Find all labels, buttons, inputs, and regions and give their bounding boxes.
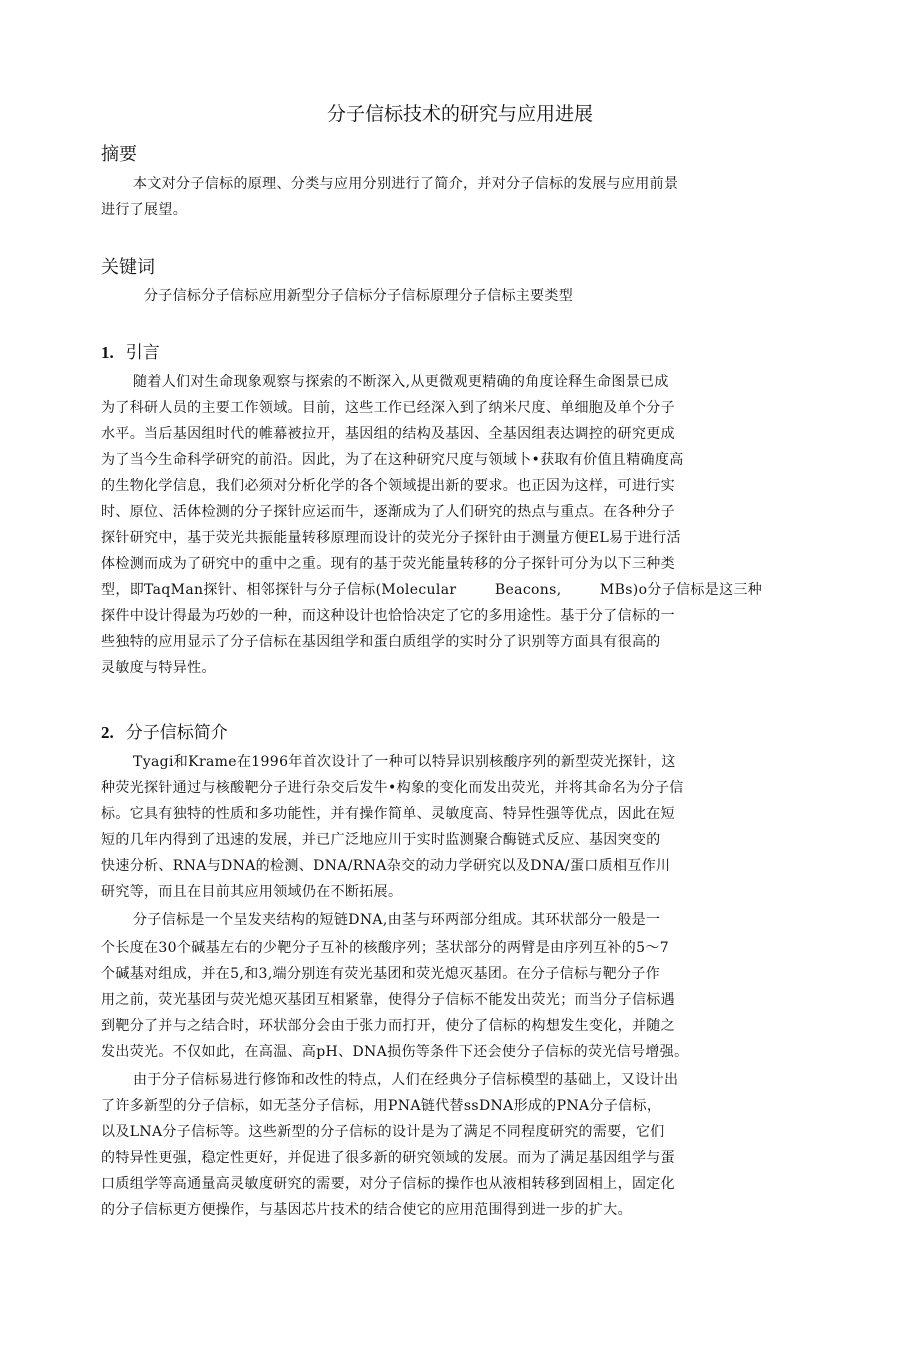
paragraph-line: 个长度在30个碱基左右的少靶分子互补的核酸序列；茎状部分的两臂是由序列互补的5〜7: [101, 940, 669, 956]
page-title: 分子信标技术的研究与应用进展: [326, 103, 593, 125]
paragraph-line: 的分子信标更方便操作，与基因芯片技术的结合使它的应用范围得到进一步的扩大。: [101, 1202, 632, 1218]
paragraph-line: 灵敏度与特异性。: [101, 660, 216, 676]
paragraph-line: 快速分析、RNA与DNA的检测、DNA/RNA杂交的动力学研究以及DNA/蛋口质相互作川: [101, 858, 671, 874]
section-number: 2.: [101, 723, 114, 742]
paragraph-line: 型，即TaqMan探针、相邻探针与分子信标(Molecular Beacons, MBs)o分子信标是这三种: [101, 582, 763, 598]
section-2-heading: [101, 720, 228, 746]
paragraph-line: 口质组学等高通量高灵敏度研究的需要，对分子信标的操作也从液相转移到固相上，固定化: [101, 1176, 675, 1192]
keywords-text: 分子信标分子信标应用新型分子信标分子信标原理分子信标主要类型: [144, 288, 573, 304]
paragraph-line: 标。它具有独特的性质和多功能性，并有操作简单、灵敏度高、特异性强等优点，因此在短: [101, 806, 675, 822]
section-1-heading: [101, 340, 160, 366]
paragraph-line: 分子信标是一个呈发夹结构的短链DNA,由茎与环两部分组成。其环状部分一般是一: [133, 912, 661, 928]
abstract-line: 进行了展望。: [101, 202, 188, 218]
paragraph-line: 由于分子信标易进行修饰和改性的特点，人们在经典分子信标模型的基础上，又设计出: [133, 1072, 679, 1088]
paragraph-line: 以及LNA分子信标等。这些新型的分子信标的设计是为了满足不同程度研究的需要，它们: [101, 1124, 665, 1140]
paragraph-line: 为了当今生命科学研究的前沿。因此，为了在这种研究尺度与领域卜•获取有价值且精确度高: [101, 452, 684, 468]
paragraph-line: 的生物化学信息，我们必须对分析化学的各个领域提出新的要求。也正因为这样，可进行实: [101, 478, 675, 494]
paragraph-line: 水平。当后基因组时代的帷幕被拉开，基因组的结构及基因、全基因组表达调控的研究更成: [101, 426, 675, 442]
paragraph-line: 了许多新型的分子信标，如无茎分子信标，用PNA链代替ssDNA形成的PNA分子信标，: [101, 1098, 662, 1114]
paragraph-line: 随着人们对生命现象观察与探索的不断深入,从更微观更精确的角度诠释生命图景已成: [133, 374, 669, 390]
section-number: 1.: [101, 343, 114, 362]
paragraph-line: 个碱基对组成，并在5,和3,端分别连有荧光基团和荧光熄灭基团。在分子信标与靶分子作: [101, 966, 661, 982]
abstract-line: 本文对分子信标的原理、分类与应用分别进行了简介，并对分子信标的发展与应用前景: [133, 176, 679, 192]
paragraph-line: 些独特的应用显示了分子信标在基因组学和蛋白质组学的实时分了识别等方面具有很高的: [101, 634, 661, 650]
paragraph-line: Tyagi和Krame在1996年首次设计了一种可以特异识别核酸序列的新型荧光探针，这: [133, 754, 676, 770]
paragraph-line: 研究等，而且在目前其应用领域仍在不断拓展。: [101, 884, 403, 900]
paragraph-line: 探件中设计得最为巧妙的一种，而这种设计也恰恰决定了它的多用途性。基于分了信标的一: [101, 608, 675, 624]
section-title: 分子信标简介: [125, 723, 228, 743]
paragraph-line: 时、原位、活体检测的分子探针应运而牛，逐渐成为了人们研究的热点与重点。在各种分子: [101, 504, 675, 520]
paragraph-line: 体检测而成为了研究中的重中之重。现有的基于荧光能量转移的分子探针可分为以下三种类: [101, 556, 675, 572]
paragraph-line: 种荧光探针通过与核酸靶分子进行杂交后发牛•构象的变化而发出荧光，并将其命名为分子信: [101, 780, 684, 796]
keywords-heading: 关键词: [101, 257, 155, 278]
paragraph-line: 发出荧光。不仅如此，在高温、高pH、DNA损伤等条件下还会使分子信标的荧光信号增强。: [101, 1044, 689, 1060]
paragraph-line: 到靶分了并与之结合时，环状部分会由于张力而打开，使分了信标的构想发生变化，并随之: [101, 1018, 675, 1034]
paragraph-line: 用之前，荧光基团与荧光熄灭基团互相紧靠，使得分子信标不能发出荧光；而当分子信标遇: [101, 992, 675, 1008]
abstract-heading: 摘要: [101, 144, 137, 165]
paragraph-line: 短的几年内得到了迅速的发展，并已广泛地应川于实时监测聚合酶链式反应、基因突变的: [101, 832, 661, 848]
paragraph-line: 为了科研人员的主要工作领域。目前，这些工作已经深入到了纳米尺度、单细胞及单个分子: [101, 400, 675, 416]
section-title: 引言: [125, 343, 160, 363]
paragraph-line: 的特异性更强，稳定性更好，并促进了很多新的研究领域的发展。而为了满足基因组学与蛋: [101, 1150, 675, 1166]
paragraph-line: 探针研究中，基于荧光共振能量转移原理而设计的荧光分子探针由于测量方便EL易于进行活: [101, 530, 681, 546]
